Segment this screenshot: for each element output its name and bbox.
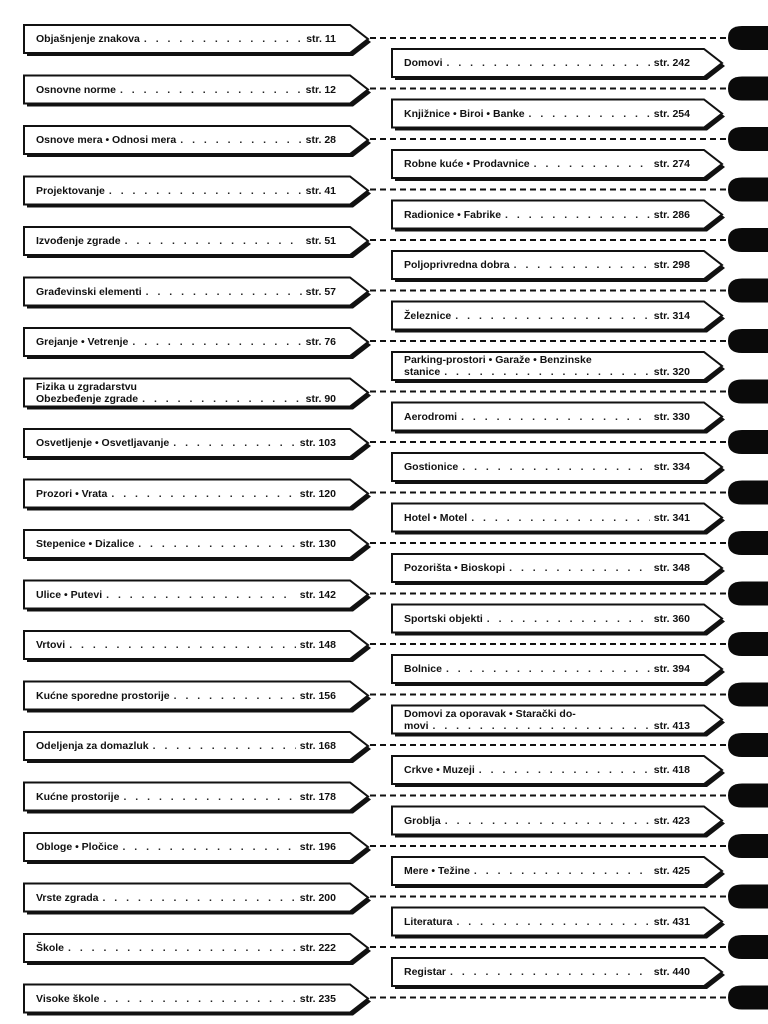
page-label: str. xyxy=(299,487,316,500)
page-label: str. xyxy=(305,235,322,247)
page-number: 51 xyxy=(324,235,336,247)
toc-entry-page xyxy=(306,393,336,405)
toc-entry-page xyxy=(306,33,336,45)
page-label: str. xyxy=(653,612,670,625)
page-number: 76 xyxy=(324,336,336,348)
toc-entry-page xyxy=(300,841,336,853)
toc-entry-page xyxy=(654,158,690,170)
dot-leader xyxy=(474,865,650,877)
toc-entry-page xyxy=(300,791,336,803)
page-label: str. xyxy=(653,511,670,524)
toc-entry[interactable] xyxy=(26,783,346,811)
toc-entry[interactable] xyxy=(26,934,346,962)
toc-entry-page xyxy=(654,310,690,322)
toc-entry-page xyxy=(654,259,690,271)
toc-entry-page xyxy=(654,916,690,928)
dot-leader xyxy=(174,690,296,702)
dot-leader xyxy=(534,158,650,170)
toc-entry-page xyxy=(654,562,690,574)
dot-leader xyxy=(471,512,650,524)
page-number: 103 xyxy=(318,437,336,449)
toc-entry[interactable] xyxy=(26,732,346,760)
toc-entry-title: Hotel • Motel xyxy=(404,511,468,524)
toc-entry[interactable] xyxy=(394,453,700,481)
dot-leader xyxy=(445,815,650,827)
toc-entry-page xyxy=(300,437,336,449)
page-number: 41 xyxy=(324,184,336,197)
toc-entry[interactable] xyxy=(26,379,346,407)
page-label: str. xyxy=(653,562,670,574)
toc-entry[interactable] xyxy=(394,857,700,885)
toc-entry-page xyxy=(306,185,336,197)
page-label: str. xyxy=(305,285,322,298)
toc-entry-title: Odeljenja za domazluk xyxy=(36,740,149,752)
page-label: str. xyxy=(299,841,316,853)
page-number: 148 xyxy=(318,639,336,651)
page-label: str. xyxy=(305,134,322,146)
toc-entry-title: Vrtovi xyxy=(36,639,66,651)
toc-entry-title: Škole xyxy=(36,942,65,954)
toc-entry-row xyxy=(36,393,336,405)
page-number: 254 xyxy=(672,107,690,120)
toc-entry[interactable] xyxy=(26,25,346,53)
page-number: 394 xyxy=(672,663,690,675)
page-number: 200 xyxy=(318,891,336,904)
toc-entry-title: Stepenice • Dizalice xyxy=(36,538,135,550)
dot-leader xyxy=(455,310,650,322)
dot-leader xyxy=(479,764,650,776)
toc-entry-page xyxy=(300,488,336,500)
toc-entry[interactable] xyxy=(26,530,346,558)
toc-entry-title: Kućne prostorije xyxy=(36,790,120,803)
dot-leader xyxy=(146,286,302,298)
toc-entry[interactable] xyxy=(26,177,346,205)
dot-leader xyxy=(111,488,295,500)
toc-entry-title: Izvođenje zgrade xyxy=(36,235,121,247)
toc-entry-title: Osnove mera • Odnosi mera xyxy=(36,134,177,146)
page-number: 196 xyxy=(318,841,336,853)
toc-entry-title: Osvetljenje • Osvetljavanje xyxy=(36,437,170,449)
toc-entry-title: Bolnice xyxy=(404,663,442,675)
page-number: 413 xyxy=(672,719,690,732)
page-number: 242 xyxy=(672,57,690,69)
dot-leader xyxy=(446,663,650,675)
toc-entry[interactable] xyxy=(394,403,700,431)
page-label: str. xyxy=(653,410,670,423)
dot-leader xyxy=(509,562,650,574)
page-number: 431 xyxy=(672,915,690,928)
toc-entry-title: Obloge • Pločice xyxy=(36,841,119,853)
toc-entry[interactable] xyxy=(26,429,346,457)
toc-entry-row xyxy=(404,366,690,378)
page-number: 360 xyxy=(672,612,690,625)
page-label: str. xyxy=(653,57,670,69)
page-label: str. xyxy=(299,588,316,601)
toc-entry-title: Aerodromi xyxy=(404,410,458,423)
dot-leader xyxy=(122,841,295,853)
dot-leader xyxy=(456,916,649,928)
page-label: str. xyxy=(653,259,670,271)
toc-entry-title: Mere • Težine xyxy=(404,865,470,877)
page-label: str. xyxy=(299,639,316,651)
toc-entry-page xyxy=(300,993,336,1005)
toc-entry-page xyxy=(654,209,690,221)
page-number: 425 xyxy=(672,865,690,877)
toc-entry[interactable] xyxy=(394,554,700,582)
toc-entry-page xyxy=(654,663,690,675)
toc-entry-title-line1: Parking-prostori • Garaže • Benzinske xyxy=(404,354,592,366)
dot-leader xyxy=(144,33,302,45)
page-label: str. xyxy=(653,461,670,473)
toc-entry[interactable] xyxy=(26,631,346,659)
dot-leader xyxy=(487,613,650,625)
toc-entry-title: stanice xyxy=(404,366,441,378)
page-number: 286 xyxy=(672,208,690,221)
toc-entry[interactable] xyxy=(394,49,700,77)
dot-leader xyxy=(505,209,650,221)
page-label: str. xyxy=(653,814,670,827)
page-number: 314 xyxy=(672,309,690,322)
toc-entry-page xyxy=(654,764,690,776)
page-label: str. xyxy=(305,392,322,405)
toc-entry-page xyxy=(654,966,690,978)
page-number: 348 xyxy=(672,562,690,574)
toc-entry-title: Knjižnice • Biroi • Banke xyxy=(404,107,525,120)
toc-entry-title: Crkve • Muzeji xyxy=(404,764,475,776)
toc-entry[interactable] xyxy=(394,958,700,986)
toc-entry[interactable] xyxy=(26,682,346,710)
dot-leader xyxy=(450,966,650,978)
toc-entry-page xyxy=(306,235,336,247)
dot-leader xyxy=(125,235,302,247)
page-label: str. xyxy=(653,764,670,776)
toc-entry-page xyxy=(306,336,336,348)
page-number: 57 xyxy=(324,285,336,298)
toc-entry[interactable] xyxy=(26,76,346,104)
toc-entry-title: Groblja xyxy=(404,814,441,827)
page-label: str. xyxy=(299,942,316,954)
dot-leader xyxy=(109,185,302,197)
page-number: 423 xyxy=(672,814,690,827)
dot-leader xyxy=(433,720,650,732)
toc-entry-page xyxy=(300,538,336,550)
toc-entry[interactable] xyxy=(394,756,700,784)
toc-entry-title: Projektovanje xyxy=(36,184,105,197)
toc-entry[interactable] xyxy=(394,100,700,128)
page-number: 11 xyxy=(324,33,336,45)
toc-entry[interactable] xyxy=(394,605,700,633)
toc-entry-page xyxy=(654,720,690,732)
page-label: str. xyxy=(306,33,322,45)
page-label: str. xyxy=(299,891,316,904)
dot-leader xyxy=(462,461,650,473)
toc-entry-page xyxy=(654,512,690,524)
toc-entry-title: Radionice • Fabrike xyxy=(404,208,502,221)
page-number: 341 xyxy=(672,511,690,524)
toc-entry-title: Registar xyxy=(404,966,447,978)
page-label: str. xyxy=(299,689,316,702)
toc-entry[interactable] xyxy=(394,352,700,380)
toc-entry-title: movi xyxy=(404,719,429,732)
toc-entry-title: Železnice xyxy=(404,309,452,322)
toc-entry-title: Prozori • Vrata xyxy=(36,487,108,500)
page-label: str. xyxy=(299,437,316,449)
page-label: str. xyxy=(653,663,670,675)
toc-entry[interactable] xyxy=(394,655,700,683)
toc-entry-title: Građevinski elementi xyxy=(36,285,142,298)
toc-entry-page xyxy=(300,740,336,752)
dot-leader xyxy=(180,134,301,146)
page-number: 12 xyxy=(324,83,336,96)
toc-entry-page xyxy=(300,589,336,601)
page-label: str. xyxy=(653,719,670,732)
toc-entry[interactable] xyxy=(394,251,700,279)
toc-entry-page xyxy=(300,942,336,954)
toc-entry[interactable] xyxy=(26,278,346,306)
toc-entry-title: Literatura xyxy=(404,915,453,928)
toc-entry-title: Visoke škole xyxy=(36,992,100,1005)
page-number: 90 xyxy=(324,392,336,405)
dot-leader xyxy=(69,639,296,651)
toc-entry-page xyxy=(654,411,690,423)
toc-entry[interactable] xyxy=(26,480,346,508)
toc-entry-page xyxy=(306,84,336,96)
page-number: 418 xyxy=(672,764,690,776)
toc-entry-title: Objašnjenje znakova xyxy=(36,33,140,45)
toc-entry[interactable] xyxy=(26,581,346,609)
toc-entry[interactable] xyxy=(394,908,700,936)
dot-leader xyxy=(123,791,295,803)
page-number: 320 xyxy=(672,366,690,378)
toc-entry-title: Ulice • Putevi xyxy=(36,588,103,601)
toc-entry-title: Sportski objekti xyxy=(404,612,483,625)
toc-entry-page xyxy=(306,134,336,146)
dot-leader xyxy=(142,393,302,405)
page-number: 156 xyxy=(318,689,336,702)
page-number: 235 xyxy=(318,992,336,1005)
dot-leader xyxy=(138,538,296,550)
toc-entry-page xyxy=(300,639,336,651)
toc-entry[interactable] xyxy=(26,833,346,861)
toc-entry[interactable] xyxy=(394,150,700,178)
page-number: 28 xyxy=(324,134,336,146)
page-label: str. xyxy=(653,366,670,378)
toc-entry-page xyxy=(654,815,690,827)
page-label: str. xyxy=(653,158,670,170)
toc-entry-title: Domovi xyxy=(404,57,443,69)
page-label: str. xyxy=(305,336,322,348)
page-label: str. xyxy=(299,790,316,803)
page-label: str. xyxy=(299,538,316,550)
page-label: str. xyxy=(305,83,322,96)
toc-entry-title: Robne kuće • Prodavnice xyxy=(404,158,530,170)
page-label: str. xyxy=(653,865,670,877)
toc-entry[interactable] xyxy=(26,884,346,912)
toc-entry-title-line1: Domovi za oporavak • Starački do- xyxy=(404,707,576,720)
page-label: str. xyxy=(305,184,322,197)
toc-entry-title: Poljoprivredna dobra xyxy=(404,259,510,271)
dot-leader xyxy=(447,57,650,69)
toc-entry-page xyxy=(654,865,690,877)
dot-leader xyxy=(173,437,296,449)
page-label: str. xyxy=(653,915,670,928)
toc-entry-page xyxy=(306,286,336,298)
toc-entry-page xyxy=(654,366,690,378)
toc-entry[interactable] xyxy=(26,985,346,1013)
page-number: 130 xyxy=(318,538,336,550)
toc-entry[interactable] xyxy=(394,807,700,835)
page-number: 168 xyxy=(318,740,336,752)
dot-leader xyxy=(514,259,650,271)
page-number: 330 xyxy=(672,410,690,423)
toc-entry-page xyxy=(654,613,690,625)
dot-leader xyxy=(102,892,295,904)
page-number: 298 xyxy=(672,259,690,271)
toc-entry-page xyxy=(654,108,690,120)
toc-entry[interactable] xyxy=(394,504,700,532)
dot-leader xyxy=(461,411,650,423)
toc-entry[interactable] xyxy=(26,126,346,154)
toc-entry-title: Gostionice xyxy=(404,461,459,473)
toc-entry-page xyxy=(654,461,690,473)
page-label: str. xyxy=(653,208,670,221)
toc-entry-page xyxy=(300,892,336,904)
page-label: str. xyxy=(653,309,670,322)
dot-leader xyxy=(444,366,650,378)
toc-entry[interactable] xyxy=(26,328,346,356)
toc-entry-row xyxy=(404,720,690,732)
dot-leader xyxy=(68,942,296,954)
page-label: str. xyxy=(653,107,670,120)
page-number: 178 xyxy=(318,790,336,803)
toc-entry[interactable] xyxy=(394,302,700,330)
toc-entry-title: Vrste zgrada xyxy=(36,891,99,904)
toc-entry-title-line1: Fizika u zgradarstvu xyxy=(36,380,137,393)
toc-entry-page xyxy=(300,690,336,702)
toc-entry[interactable] xyxy=(394,201,700,229)
toc-entry-title: Kućne sporedne prostorije xyxy=(36,689,170,702)
page-number: 222 xyxy=(318,942,336,954)
toc-entry-title: Osnovne norme xyxy=(36,83,116,96)
page-label: str. xyxy=(299,992,316,1005)
toc-entry-title: Obezbeđenje zgrade xyxy=(36,392,139,405)
dot-leader xyxy=(153,740,296,752)
toc-entry-page xyxy=(654,57,690,69)
dot-leader xyxy=(132,336,301,348)
toc-entry[interactable] xyxy=(394,706,700,734)
toc-entry-title: Grejanje • Vetrenje xyxy=(36,336,129,348)
page-number: 334 xyxy=(672,461,690,473)
dot-leader xyxy=(529,108,650,120)
dot-leader xyxy=(103,993,295,1005)
toc-entry[interactable] xyxy=(26,227,346,255)
page-number: 142 xyxy=(318,588,336,601)
toc-entry-title: Pozorišta • Bioskopi xyxy=(404,562,506,574)
page-number: 120 xyxy=(318,487,336,500)
page-number: 274 xyxy=(672,158,690,170)
dot-leader xyxy=(120,84,302,96)
dot-leader xyxy=(106,589,296,601)
page-label: str. xyxy=(299,740,316,752)
page-number: 440 xyxy=(672,966,690,978)
page-label: str. xyxy=(653,966,670,978)
